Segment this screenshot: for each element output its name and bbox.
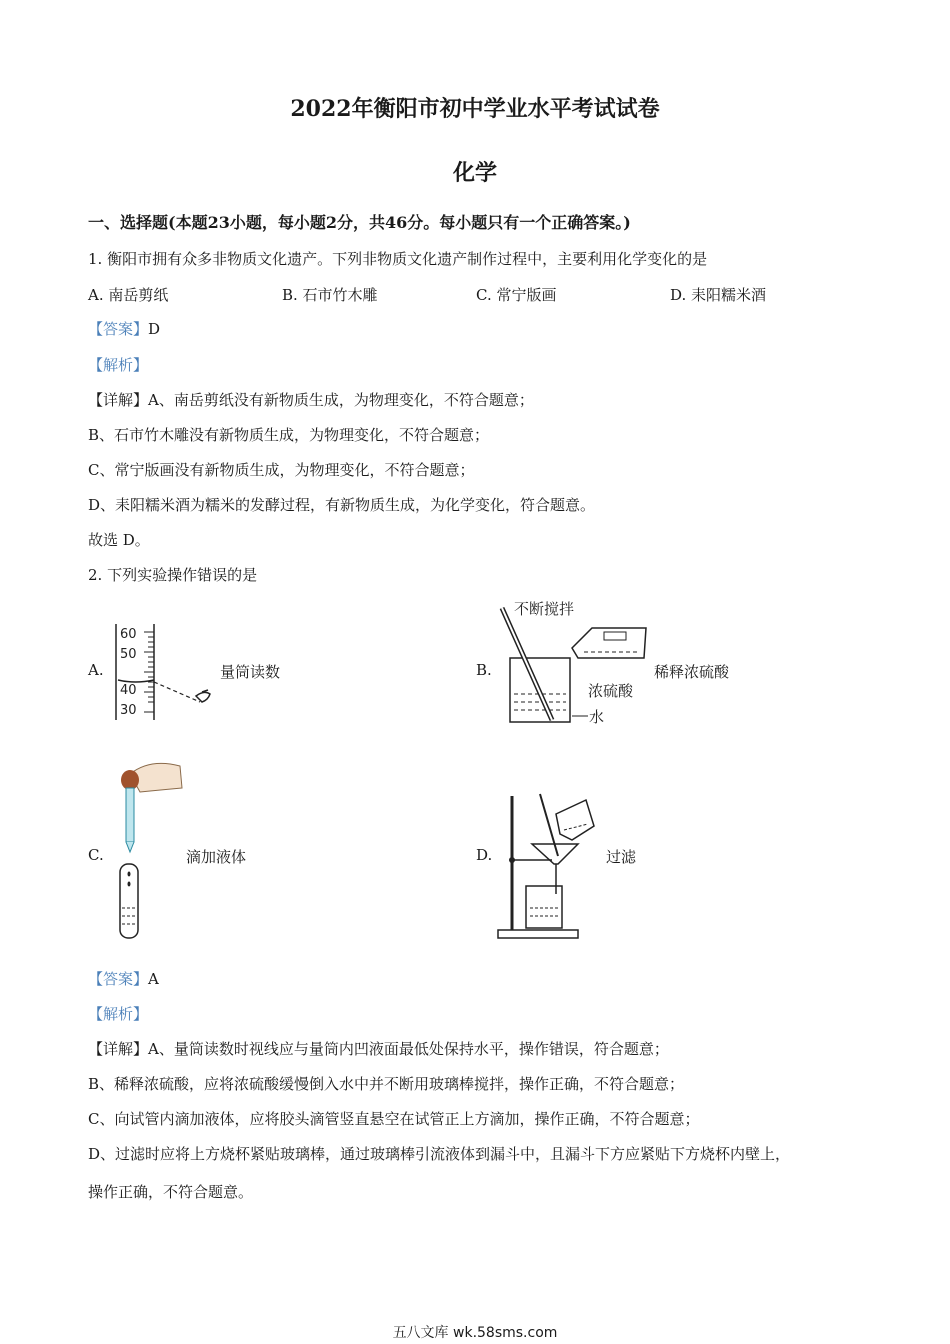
q1-detail-c: C、常宁版画没有新物质生成，为物理变化，不符合题意； [88, 461, 475, 479]
tick-30: 30 [120, 703, 137, 718]
q2-detail-c: C、向试管内滴加液体，应将胶头滴管竖直悬空在试管正上方滴加，操作正确，不符合题意； [88, 1110, 700, 1128]
q2-detail-d-cont: 操作正确，不符合题意。 [88, 1183, 254, 1201]
q1-detail-tag: 【详解】 [88, 391, 149, 409]
q1-conclusion: 故选 D。 [88, 531, 150, 549]
q2-detail-tag: 【详解】 [88, 1040, 149, 1058]
subject-title: 化学 [452, 160, 497, 186]
q2-detail-d: D、过滤时应将上方烧杯紧贴玻璃棒，通过玻璃棒引流液体到漏斗中，且漏斗下方应紧贴下方烧杯内壁上， [88, 1145, 791, 1163]
tick-40: 40 [120, 683, 137, 698]
q1-option-c: C. 常宁版画 [476, 286, 557, 304]
q1-analysis-tag: 【解析】 [88, 356, 149, 374]
footer-watermark: 五八文库 wk.58sms.com [392, 1325, 558, 1341]
q2-analysis-tag: 【解析】 [88, 1005, 149, 1023]
q2-answer-tag: 【答案】 [88, 970, 149, 988]
q1-answer-tag: 【答案】 [88, 320, 149, 338]
exam-title: 2022年衡阳市初中学业水平考试试卷 [290, 96, 660, 122]
q2-detail-b: B、稀释浓硫酸，应将浓硫酸缓慢倒入水中并不断用玻璃棒搅拌，操作正确，不符合题意； [88, 1075, 685, 1093]
q2-option-b-label: 稀释浓硫酸 [654, 663, 730, 681]
q1-option-d: D. 耒阳糯米酒 [670, 286, 767, 304]
q1-answer-line [88, 318, 160, 339]
q2-option-a-letter: A. [88, 661, 104, 679]
q1-detail-line-1 [88, 389, 534, 410]
q1-stem: 1. 衡阳市拥有众多非物质文化遗产。下列非物质文化遗产制作过程中，主要利用化学变化的是 [88, 250, 708, 268]
q1-detail-d: D、耒阳糯米酒为糯米的发酵过程，有新物质生成，为化学变化，符合题意。 [88, 496, 596, 514]
q2-option-d-label: 过滤 [606, 848, 637, 866]
section-heading: 一、选择题(本题23小题，每小题2分，共46分。每小题只有一个正确答案。) [88, 213, 631, 232]
q1-answer: D [148, 320, 161, 338]
q2-answer-line [88, 968, 159, 989]
q2-answer: A [148, 970, 159, 988]
graduated-cylinder-figure [110, 620, 222, 724]
q1-option-b: B. 石市竹木雕 [282, 286, 378, 304]
tick-50: 50 [120, 647, 137, 662]
dilute-sulfuric-acid-figure [496, 598, 652, 730]
q1-detail-b: B、石市竹木雕没有新物质生成，为物理变化，不符合题意； [88, 426, 490, 444]
tick-60: 60 [120, 627, 137, 642]
q1-option-a: A. 南岳剪纸 [88, 286, 169, 304]
dropper-figure [110, 760, 186, 944]
q2-detail-a: A、量筒读数时视线应与量筒内凹液面最低处保持水平，操作错误，符合题意； [148, 1040, 669, 1058]
label-stir: 不断搅拌 [514, 600, 575, 618]
q2-option-c-label: 滴加液体 [186, 848, 247, 866]
filtration-figure [496, 790, 598, 942]
eye-icon [196, 690, 210, 702]
q2-detail-line-1 [88, 1038, 669, 1059]
q2-stem: 2. 下列实验操作错误的是 [88, 566, 258, 584]
q2-option-b-letter: B. [476, 661, 492, 679]
q2-option-d-letter: D. [476, 846, 493, 864]
q1-detail-a: A、南岳剪纸没有新物质生成，为物理变化，不符合题意； [148, 391, 534, 409]
label-water: 水 [589, 708, 605, 726]
q2-option-a-label: 量筒读数 [220, 663, 281, 681]
label-conc-acid: 浓硫酸 [588, 682, 634, 700]
q2-option-c-letter: C. [88, 846, 104, 864]
